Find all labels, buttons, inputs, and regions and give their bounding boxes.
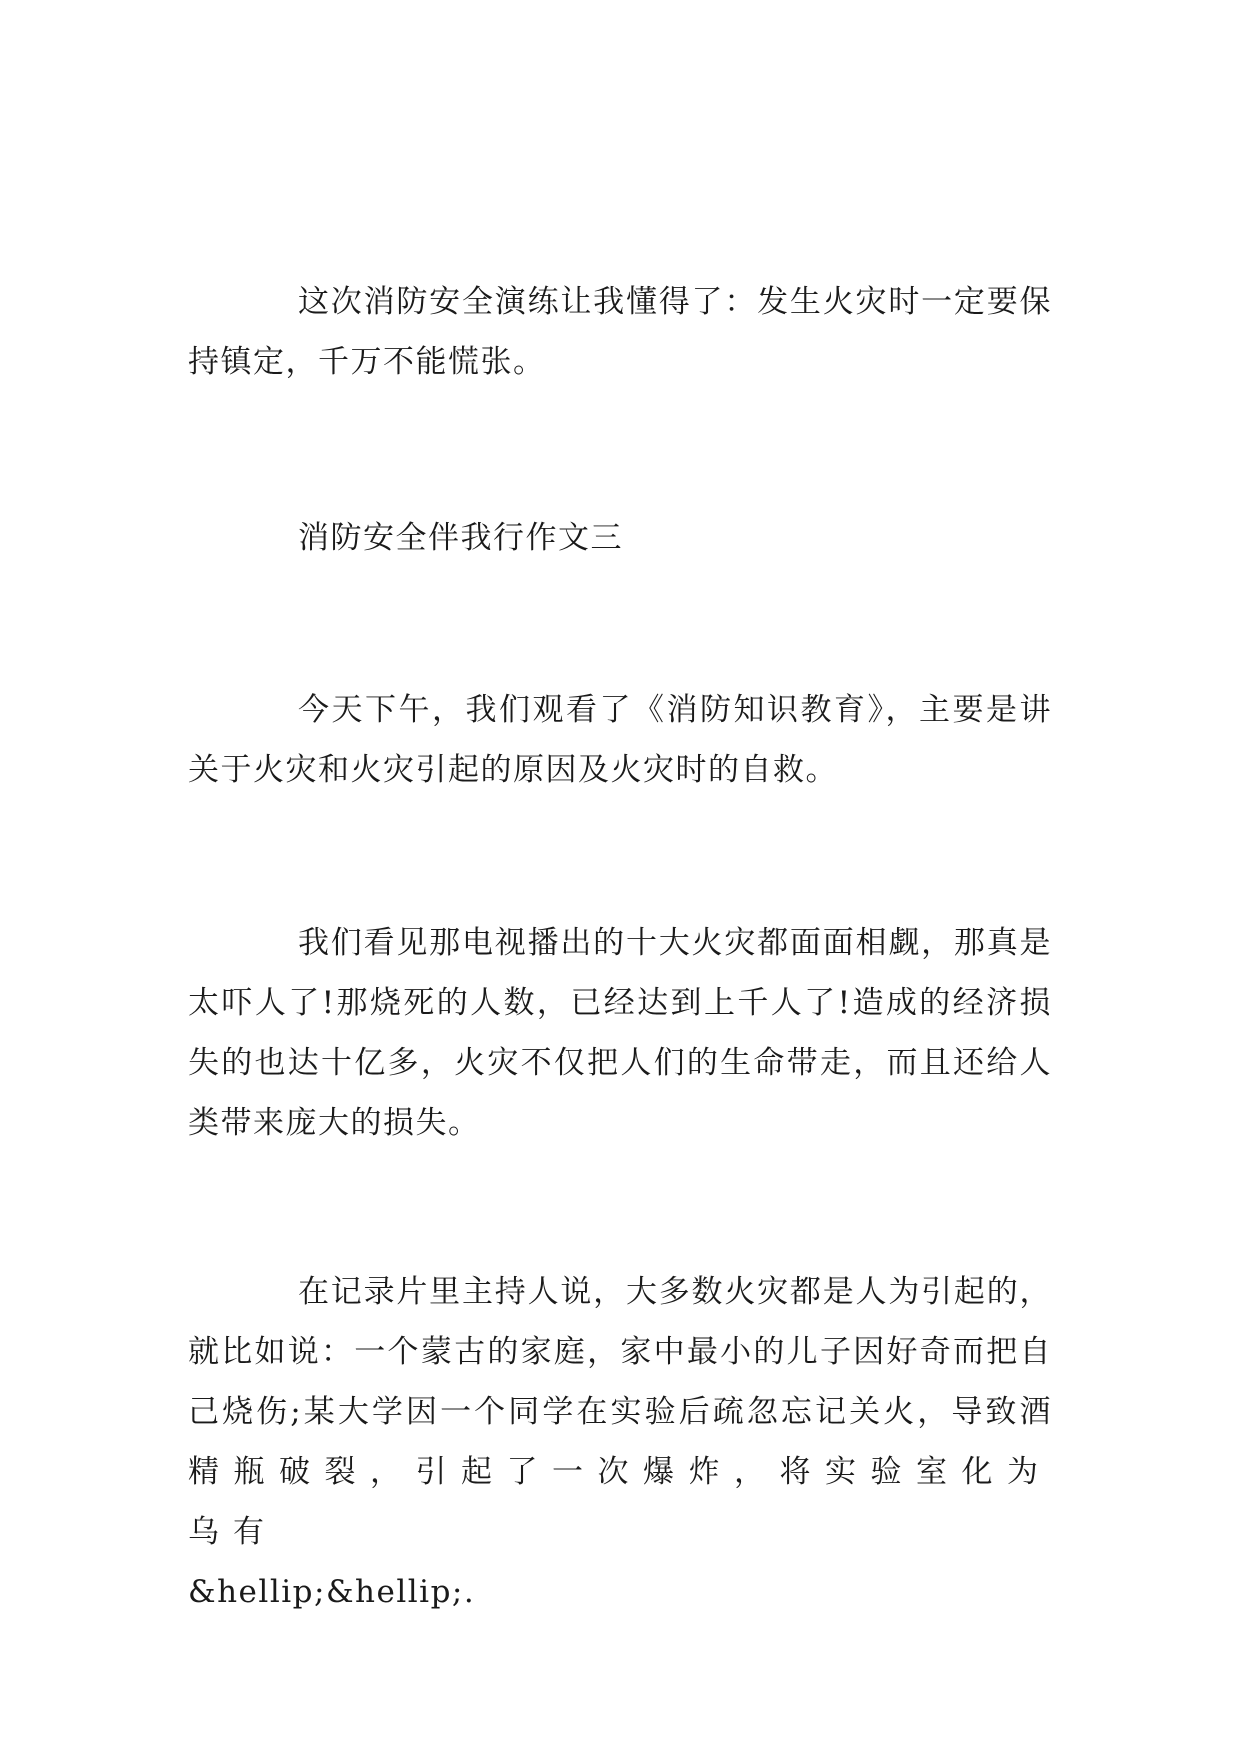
paragraph-documentary-main: 在记录片里主持人说，大多数火灾都是人为引起的，就比如说：一个蒙古的家庭，家中最小的儿子因好奇而把自己烧伤;某大学因一个同学在实验后疏忽忘记关火，导致酒 bbox=[188, 1274, 1052, 1430]
essay-title: 消防安全伴我行作文三 bbox=[298, 520, 623, 556]
paragraph-documentary bbox=[188, 1262, 1052, 1622]
paragraph-documentary-spaced: 精瓶破裂，引起了一次爆炸，将实验室化为乌有 bbox=[188, 1454, 1052, 1550]
paragraph-ten-fires: 我们看见那电视播出的十大火灾都面面相觑，那真是太吓人了!那烧死的人数，已经达到上千人了!造成的经济损失的也达十亿多，火灾不仅把人们的生命带走，而且还给人类带来庞大的损失。 bbox=[188, 925, 1052, 1141]
paragraph-documentary-tail: &hellip;&hellip;. bbox=[188, 1574, 476, 1610]
paragraph-drill-lesson: 这次消防安全演练让我懂得了：发生火灾时一定要保持镇定，千万不能慌张。 bbox=[188, 284, 1052, 380]
paragraph-fire-education: 今天下午，我们观看了《消防知识教育》，主要是讲关于火灾和火灾引起的原因及火灾时的自救。 bbox=[188, 692, 1052, 788]
